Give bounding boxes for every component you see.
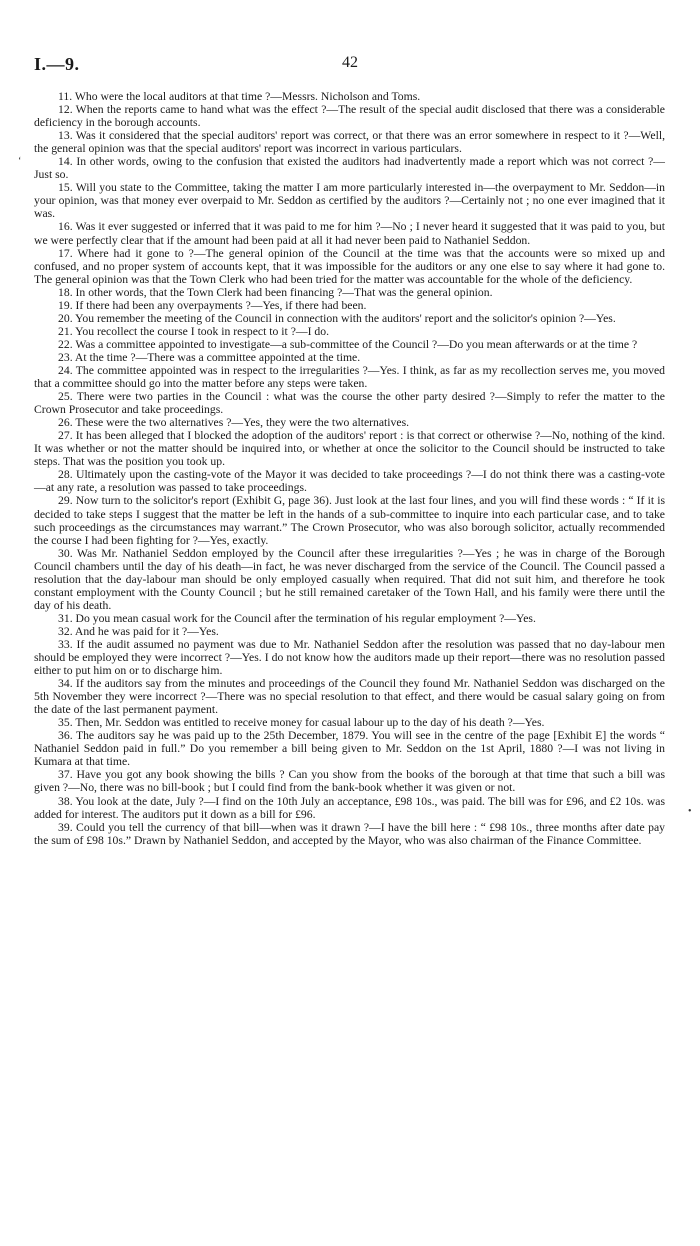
question-30: 30. Was Mr. Nathaniel Seddon employed by the Council after these irregularities ?—Yes ; he was in charge of the Borough Council chambers until the day of his death—in fact, he was never discharged from the service of the Council. The Council passed a resolution that the day-labour man should be only employed casually when required. That did not suit him, and therefore he took constant employment with the County Council ; but he still remained caretaker of the Town Hall, and his family were there until the day of his death. — [34, 546, 665, 612]
question-28: 28. Ultimately upon the casting-vote of the Mayor it was decided to take proceedings ?—I do not think there was a casting-vote—at any rate, a resolution was passed to take proceedings. — [34, 468, 665, 495]
question-38: 38. You look at the date, July ?—I find on the 10th July an acceptance, £98 10s., was paid. The bill was for £96, and £2 10s. was added for interest. The auditors put it down as a bill for £96. — [34, 794, 665, 821]
page-header — [34, 54, 666, 78]
question-24: 24. The committee appointed was in respect to the irregularities ?—Yes. I think, as far as my recollection serves me, you moved that a committee should go into the matter before any steps were taken. — [34, 363, 665, 391]
question-25: 25. There were two parties in the Council : what was the course the other party desired ?—Simply to refer the matter to the Crown Prosecutor and take proceedings. — [34, 390, 665, 417]
question-33: 33. If the audit assumed no payment was due to Mr. Nathaniel Seddon after the resolution was passed that no day-labour men should be employed they were incorrect ?—Yes. I do not know how the auditors made up their report—there was no resolution passed either to put him on or to discharge him. — [34, 637, 665, 678]
question-26: 26. These were the two alternatives ?—Yes, they were the two alternatives. — [58, 416, 410, 430]
question-31: 31. Do you mean casual work for the Council after the termination of his regular employment ?—Yes. — [58, 611, 536, 625]
question-14: 14. In other words, owing to the confusion that existed the auditors had inadvertently made a report which was not correct ?—Just so. — [34, 155, 665, 182]
question-35: 35. Then, Mr. Seddon was entitled to receive money for casual labour up to the day of his death ?—Yes. — [58, 716, 545, 730]
question-19: 19. If there had been any overpayments ?—Yes, if there had been. — [58, 298, 367, 312]
margin-mark: ‘ — [18, 156, 22, 167]
question-15: 15. Will you state to the Committee, taking the matter I am more particularly interested in—the overpayment to Mr. Seddon—in your opinion, was that money ever overpaid to Mr. Seddon as certified by the auditors ?—Certainly not ; no one ever imagined that it was. — [34, 181, 665, 221]
parliamentary-paper-ref: I.—9. — [34, 54, 80, 74]
question-34: 34. If the auditors say from the minutes and proceedings of the Council they found Mr. Nathaniel Seddon was discharged on the 5th November they were incorrect ?—There was no special resolution to that effect, and there would be casual salary going on from the date of the last permanent payment. — [34, 677, 665, 717]
question-13: 13. Was it considered that the special auditors' report was correct, or that there was an error somewhere in respect to it ?—Well, the general opinion was that the special auditors' report was incorrect in various particulars. — [34, 129, 665, 156]
question-11: 11. Who were the local auditors at that time ?—Messrs. Nicholson and Toms. — [58, 90, 421, 103]
question-36: 36. The auditors say he was paid up to the 25th December, 1879. You will see in the centre of the page [Exhibit E] the words “ Nathaniel Seddon paid in full.” Do you remember a bill being given to Mr. Seddon on the 1st April, 1880 ?—I was not living in Kumara at that time. — [34, 729, 665, 769]
question-27: 27. It has been alleged that I blocked the adoption of the auditors' report : is that correct or otherwise ?—No, nothing of the kind. It was whether or not the matter should be inquired into, or whether at once the solicitor to the Council should be instructed to take steps. That was the position you took up. — [34, 429, 665, 469]
question-18: 18. In other words, that the Town Clerk had been financing ?—That was the general opinion. — [58, 285, 493, 299]
question-29: 29. Now turn to the solicitor's report (Exhibit G, page 36). Just look at the last four lines, and you will find these words : “ If it is decided to take steps I suggest that the matter be left in the hands of a sub-committee to inquire into each particular case, and to take such proceedings as the circumstances may warrant.” The Crown Prosecutor, who was also borough solicitor, actually recommended the course I had been fighting for ?—Yes, exactly. — [34, 494, 665, 547]
question-23: 23. At the time ?—There was a committee appointed at the time. — [58, 350, 361, 364]
question-37: 37. Have you got any book showing the bills ? Can you show from the books of the borough at that time that such a bill was given ?—No, there was no bill-book ; but I could find from the bank-book whether it was given or not. — [34, 768, 665, 795]
question-22: 22. Was a committee appointed to investigate—a sub-committee of the Council ?—Do you mean afterwards or at the time ? — [58, 337, 638, 351]
page-number: 42 — [342, 54, 358, 71]
question-21: 21. You recollect the course I took in respect to it ?—I do. — [58, 324, 330, 338]
question-20: 20. You remember the meeting of the Council in connection with the auditors' report and the solicitor's opinion ?—Yes. — [58, 311, 616, 325]
question-32: 32. And he was paid for it ?—Yes. — [58, 624, 219, 638]
question-16: 16. Was it ever suggested or inferred that it was paid to me for him ?—No ; I never heard it suggested that it was paid to you, but we were perfectly clear that if the amount had been paid at all it had never been paid to Nathaniel Seddon. — [34, 220, 665, 247]
question-12: 12. When the reports came to hand what was the effect ?—The result of the special audit disclosed that there was a considerable deficiency in the borough accounts. — [34, 103, 665, 130]
question-17: 17. Where had it gone to ?—The general opinion of the Council at the time was that the accounts were so mixed up and confused, and no proper system of accounts kept, that it was impossible for the auditors or any one else to say where it had gone to. The general opinion was that the Town Clerk who had been tried for the matter was accountable for the whole of the deficiency. — [34, 246, 665, 286]
margin-mark: • — [688, 806, 692, 817]
question-39: 39. Could you tell the currency of that bill—when was it drawn ?—I have the bill here : “ £98 10s., three months after date pay the sum of £98 10s.” Drawn by Nathaniel Seddon, and accepted by the Mayor, who was also chairman of the Finance Committee. — [34, 820, 665, 847]
testimony-body — [34, 90, 665, 847]
